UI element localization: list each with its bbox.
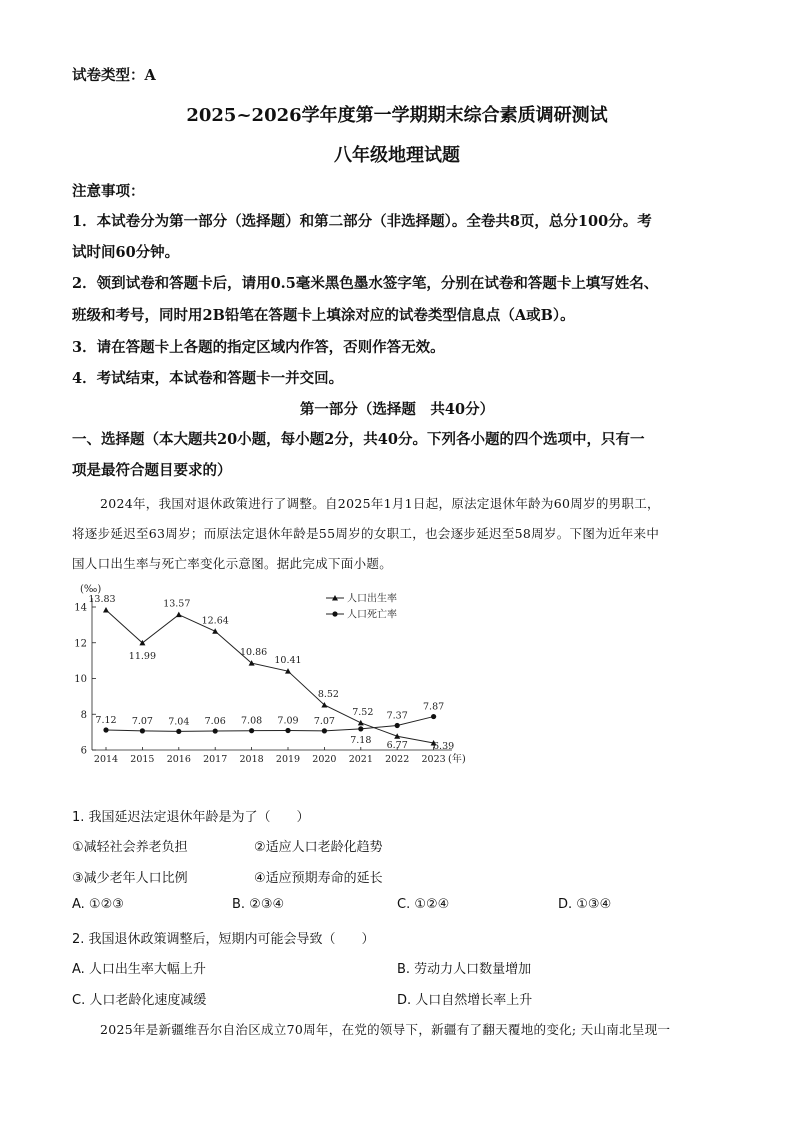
y-tick-label: 6 xyxy=(80,745,87,757)
x-tick-label: 2017 xyxy=(203,754,228,765)
x-tick-label: 2015 xyxy=(130,754,155,765)
y-tick-label: 12 xyxy=(74,638,87,650)
question-1-statement-3: ③减少老年人口比例 xyxy=(72,871,188,886)
notice-item-3: 3．请在答题卡上各题的指定区域内作答，否则作答无效。 xyxy=(72,339,445,356)
death-rate-point xyxy=(249,728,254,733)
notice-item-2-line-2: 班级和考号，同时用2B铅笔在答题卡上填涂对应的试卷类型信息点（A或B）。 xyxy=(72,307,575,324)
death-rate-point xyxy=(395,723,400,728)
death-rate-label: 7.87 xyxy=(423,701,445,713)
question-1-stem: 1. 我国延迟法定退休年龄是为了（ ） xyxy=(72,810,310,825)
passage-1-line-2: 将逐步延迟至63周岁；而原法定退休年龄是55周岁的女职工，也会逐步延迟至58周岁。下图为近年来中 xyxy=(72,526,660,541)
birth-rate-label: 12.64 xyxy=(201,615,229,627)
question-2-option-d[interactable]: D. 人口自然增长率上升 xyxy=(397,993,533,1008)
x-tick-label: 2018 xyxy=(239,754,264,765)
death-rate-label: 7.07 xyxy=(313,715,335,727)
death-rate-label: 7.04 xyxy=(168,716,190,728)
passage-1-line-3: 国人口出生率与死亡率变化示意图。据此完成下面小题。 xyxy=(72,556,393,571)
y-tick-label: 14 xyxy=(74,602,87,614)
notice-item-1-line-1: 1．本试卷分为第一部分（选择题）和第二部分（非选择题）。全卷共8页，总分100分。考 xyxy=(72,213,652,230)
death-rate-point xyxy=(322,728,327,733)
birth-rate-label: 13.83 xyxy=(88,594,116,606)
notice-item-2-line-1: 2．领到试卷和答题卡后，请用0.5毫米黑色墨水签字笔，分别在试卷和答题卡上填写姓名、 xyxy=(72,275,659,292)
passage-1-line-1: 2024年，我国对退休政策进行了调整。自2025年1月1日起，原法定退休年龄为60周岁的男职工， xyxy=(100,496,660,511)
notice-item-1-line-2: 试时间60分钟。 xyxy=(72,244,180,261)
question-2-option-a[interactable]: A. 人口出生率大幅上升 xyxy=(72,962,206,977)
death-rate-line xyxy=(106,717,434,732)
birth-rate-point xyxy=(103,607,109,613)
legend-label: 人口出生率 xyxy=(347,593,397,605)
passage-2-line-1: 2025年是新疆维吾尔自治区成立70周年，在党的领导下，新疆有了翻天覆地的变化; 天山南北呈现一 xyxy=(100,1022,671,1037)
question-1-option-d[interactable]: D. ①③④ xyxy=(558,897,612,912)
death-rate-point xyxy=(431,714,436,719)
x-axis-unit: (年) xyxy=(448,754,466,765)
y-axis-unit: (‰) xyxy=(80,584,102,595)
death-rate-label: 7.06 xyxy=(204,716,226,728)
birth-rate-label: 13.57 xyxy=(163,598,191,610)
question-1-option-b[interactable]: B. ②③④ xyxy=(232,897,285,912)
x-tick-label: 2019 xyxy=(275,754,301,765)
notice-heading: 注意事项： xyxy=(72,183,145,200)
death-rate-label: 7.18 xyxy=(350,734,372,746)
x-tick-label: 2023 xyxy=(421,754,446,765)
part-1-heading: 第一部分（选择题 共40分） xyxy=(299,401,495,418)
question-1-option-a[interactable]: A. ①②③ xyxy=(72,897,124,912)
question-1-statement-1: ①减轻社会养老负担 xyxy=(72,840,188,855)
birth-rate-label: 8.52 xyxy=(317,688,339,700)
x-tick-label: 2020 xyxy=(312,754,337,765)
death-rate-point xyxy=(358,726,363,731)
x-tick-label: 2022 xyxy=(385,754,410,765)
birth-rate-label: 11.99 xyxy=(128,650,157,662)
exam-subtitle: 八年级地理试题 xyxy=(334,145,460,166)
question-2-stem: 2. 我国退休政策调整后，短期内可能会导致（ ） xyxy=(72,932,375,947)
y-tick-label: 8 xyxy=(80,709,87,721)
death-rate-label: 7.37 xyxy=(386,710,408,722)
death-rate-label: 7.12 xyxy=(95,714,117,726)
x-tick-label: 2016 xyxy=(166,754,191,765)
death-rate-label: 7.08 xyxy=(241,715,263,727)
exam-title: 2025~2026学年度第一学期期末综合素质调研测试 xyxy=(186,105,608,126)
birth-rate-point xyxy=(212,628,218,634)
legend-label: 人口死亡率 xyxy=(347,609,397,621)
death-rate-point xyxy=(213,728,218,733)
death-rate-point xyxy=(176,729,181,734)
death-rate-point xyxy=(140,728,145,733)
birth-rate-label: 10.86 xyxy=(239,647,268,659)
question-1-statement-4: ④适应预期寿命的延长 xyxy=(254,871,383,886)
section-1-line-1: 一、选择题（本大题共20小题，每小题2分，共40分。下列各小题的四个选项中，只有一 xyxy=(72,431,645,448)
y-tick-label: 10 xyxy=(74,674,87,685)
birth-rate-label: 6.77 xyxy=(386,740,408,752)
notice-item-4: 4．考试结束，本试卷和答题卡一并交回。 xyxy=(72,370,344,387)
legend-circle-marker xyxy=(332,611,337,616)
question-2-option-b[interactable]: B. 劳动力人口数量增加 xyxy=(397,962,532,977)
paper-type: 试卷类型：A xyxy=(72,67,156,84)
birth-rate-label: 6.39 xyxy=(433,741,455,753)
question-1-statement-2: ②适应人口老龄化趋势 xyxy=(254,840,383,855)
birth-rate-label: 10.41 xyxy=(274,655,302,667)
birth-rate-point xyxy=(358,720,364,726)
chart-plot-area xyxy=(74,584,466,765)
question-2-option-c[interactable]: C. 人口老龄化速度减缓 xyxy=(72,993,207,1008)
question-1-option-c[interactable]: C. ①②④ xyxy=(397,897,450,912)
death-rate-point xyxy=(285,728,290,733)
death-rate-label: 7.07 xyxy=(131,715,153,727)
x-tick-label: 2021 xyxy=(348,754,373,765)
death-rate-label: 7.09 xyxy=(277,715,299,727)
death-rate-point xyxy=(103,727,108,732)
section-1-line-2: 项是最符合题目要求的） xyxy=(72,462,232,479)
birth-rate-label: 7.52 xyxy=(352,706,374,718)
x-tick-label: 2014 xyxy=(93,754,119,765)
birth-rate-point xyxy=(176,612,182,618)
birth-rate-line xyxy=(106,610,434,743)
